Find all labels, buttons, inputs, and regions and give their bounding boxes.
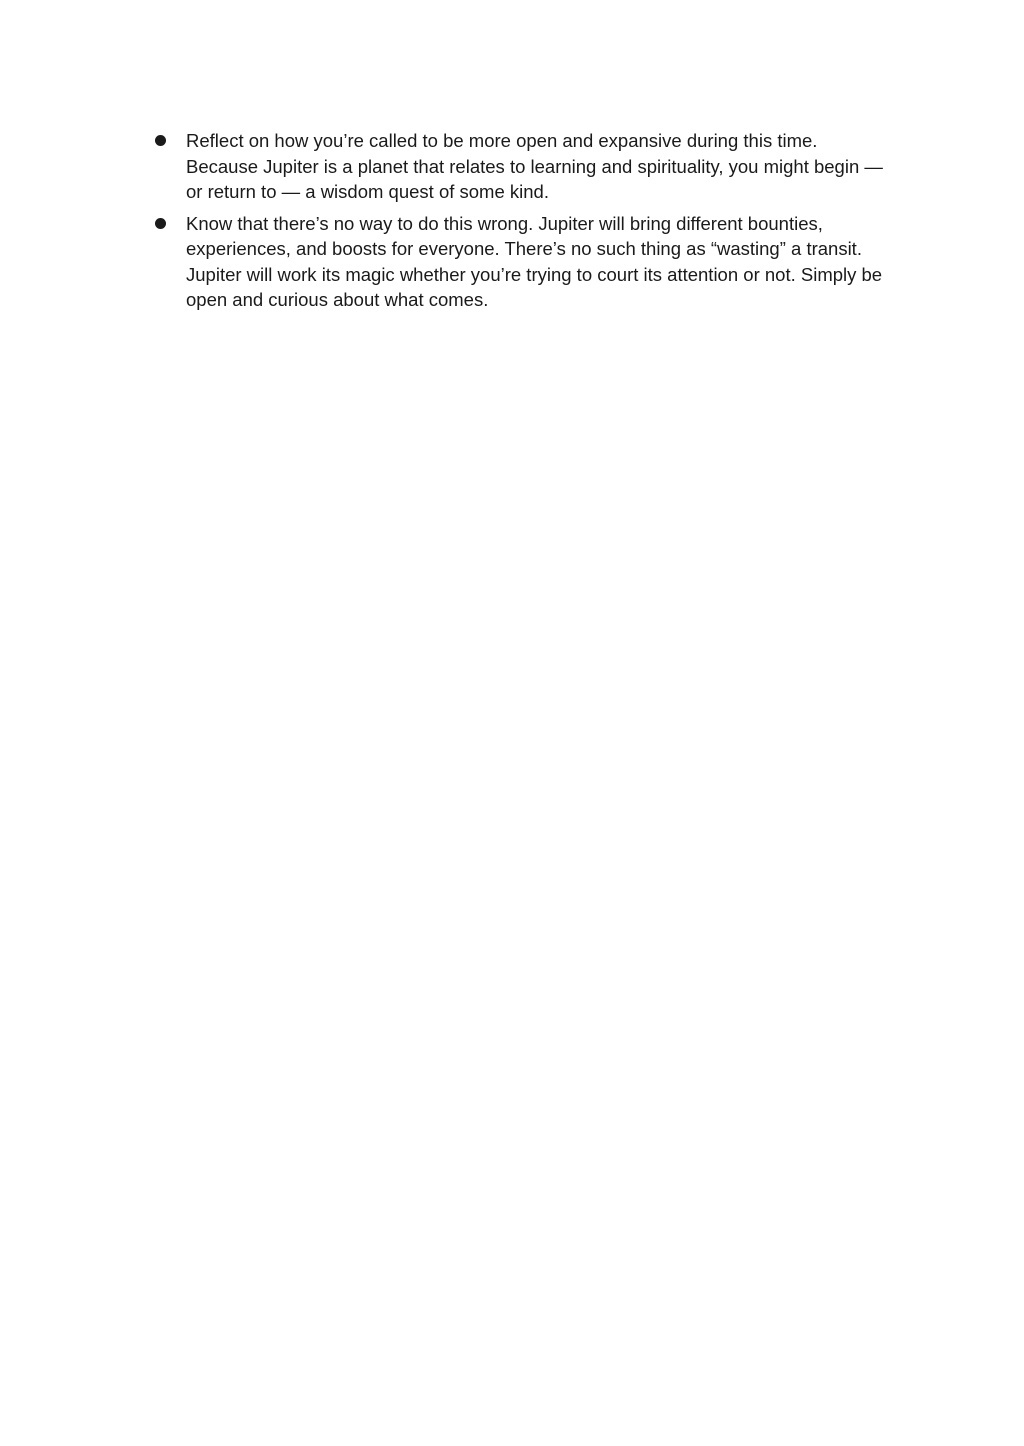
paragraph-line: open and curious about what comes. <box>186 289 489 310</box>
list-item <box>150 211 910 313</box>
bullet-list <box>150 128 910 319</box>
paragraph-line: or return to — a wisdom quest of some kind. <box>186 181 549 202</box>
bullet-icon <box>155 135 166 146</box>
paragraph-line: Know that there’s no way to do this wrong. Jupiter will bring different bounties, <box>186 212 823 234</box>
paragraph-line: Because Jupiter is a planet that relates to learning and spirituality, you might begin — <box>186 155 883 177</box>
paragraph-line: Jupiter will work its magic whether you’re trying to court its attention or not. Simply be <box>186 263 883 285</box>
bullet-icon <box>155 218 166 229</box>
paragraph-line: experiences, and boosts for everyone. There’s no such thing as “wasting” a transit. <box>186 238 862 259</box>
list-item <box>150 128 910 205</box>
paragraph-line: Reflect on how you’re called to be more open and expansive during this time. <box>186 130 818 151</box>
